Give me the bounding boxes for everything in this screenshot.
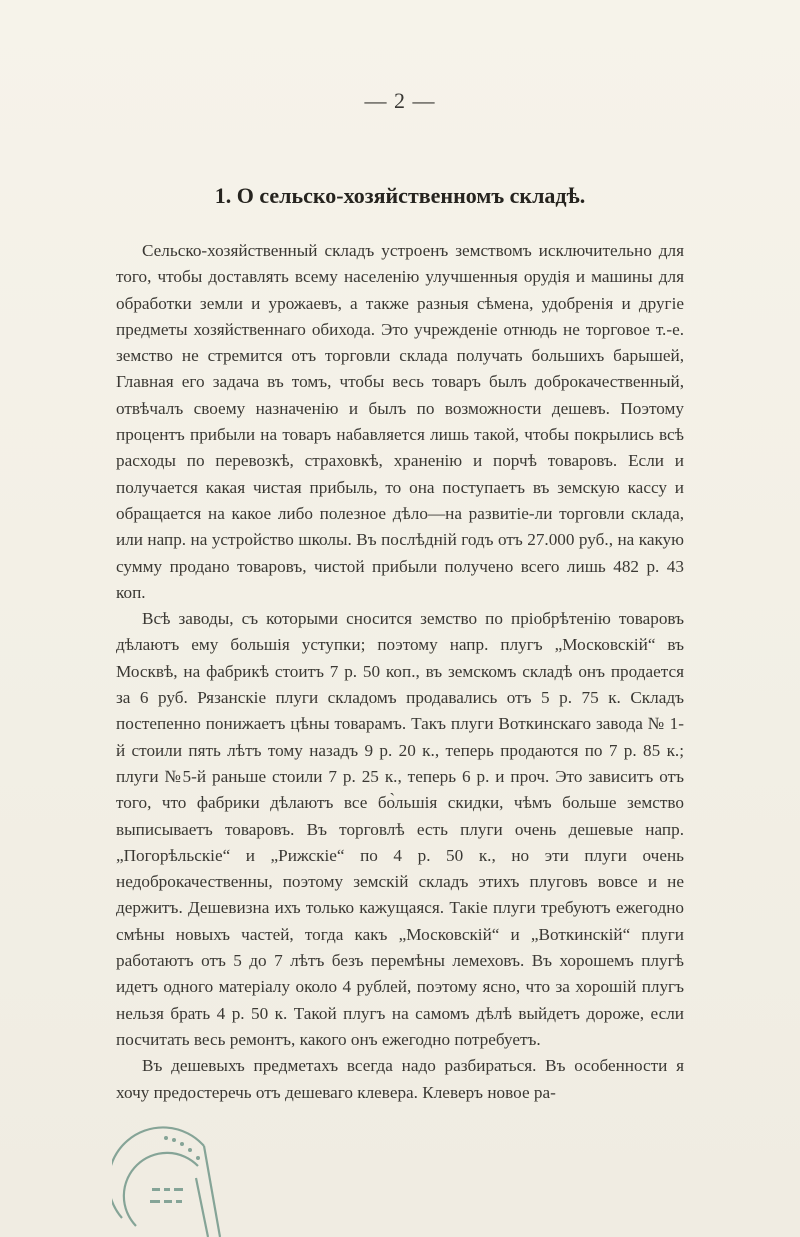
body-text (116, 238, 684, 1106)
paragraph-1: Сельско-хозяйственный складъ устроенъ земствомъ исключительно для того, чтобы доставлять всему населенію улучшенныя орудія и машины для обработки земли и урожаевъ, а также разныя сѣмена, удобренія и другіе предметы хозяйственнаго обихода. Это учрежденіе отнюдь не торговое т.-е. земство не стремится отъ торговли склада получать большихъ барышей, Главная его задача въ томъ, чтобы весь товаръ былъ доброкачественный, отвѣчалъ своему назначенію и былъ по возможности дешевъ. Поэтому процентъ прибыли на товаръ набавляется лишь такой, чтобы покрылись всѣ расходы по перевозкѣ, страховкѣ, храненію и порчѣ товаровъ. Если и получается какая чистая прибыль, то она поступаетъ въ земскую кассу и обращается на какое либо полезное дѣло—на развитіе-ли торговли склада, или напр. на устройство школы. Въ послѣдній годъ отъ 27.000 руб., на какую сумму продано товаровъ, чистой прибыли получено всего лишь 482 р. 43 коп. (116, 241, 684, 602)
library-stamp-icon (112, 1118, 232, 1237)
section-title: 1. О сельско-хозяйственномъ складѣ. (214, 183, 586, 208)
paragraph-2: Всѣ заводы, съ которыми сносится земство по пріобрѣтенію товаровъ дѣлаютъ ему большія уступки; поэтому напр. плугъ „Московскій“ въ Москвѣ, на фабрикѣ стоитъ 7 р. 50 коп., въ земскомъ складѣ онъ продается за 6 руб. Рязанскіе плуги складомъ продавались отъ 5 р. 75 к. Складъ постепенно понижаетъ цѣны товарамъ. Такъ плуги Воткинскаго завода № 1-й стоили пять лѣтъ тому назадъ 9 р. 20 к., теперь продаются по 7 р. 85 к.; плуги №5-й раньше стоили 7 р. 25 к., теперь 6 р. и проч. Это зависитъ отъ того, что фабрики дѣлаютъ все бо̀льшія скидки, чѣмъ больше земство выписываетъ товаровъ. Въ торговлѣ есть плуги очень дешевые напр. „Погорѣльскіе“ и „Рижскіе“ по 4 р. 50 к., но эти плуги очень недоброкачественны, поэтому земскій складъ этихъ плуговъ вовсе и не держитъ. Дешевизна ихъ только кажущаяся. Такіе плуги требуютъ ежегодно смѣны новыхъ частей, тогда какъ „Московскій“ и „Воткинскій“ плуги работаютъ отъ 5 до 7 лѣтъ безъ перемѣны лемеховъ. Въ хорошемъ плугѣ идетъ одного матеріалу около 4 рублей, поэтому ясно, что за хорошій плугъ нельзя брать 4 р. 50 к. Такой плугъ на самомъ дѣлѣ выйдетъ дороже, если посчитать весь ремонтъ, какого онъ ежегодно потребуетъ. (116, 609, 684, 1049)
page-number: — 2 — (364, 88, 436, 113)
paragraph-3: Въ дешевыхъ предметахъ всегда надо разбираться. Въ особенности я хочу предостеречь отъ дешеваго клевера. Клеверъ новое ра- (116, 1056, 684, 1102)
